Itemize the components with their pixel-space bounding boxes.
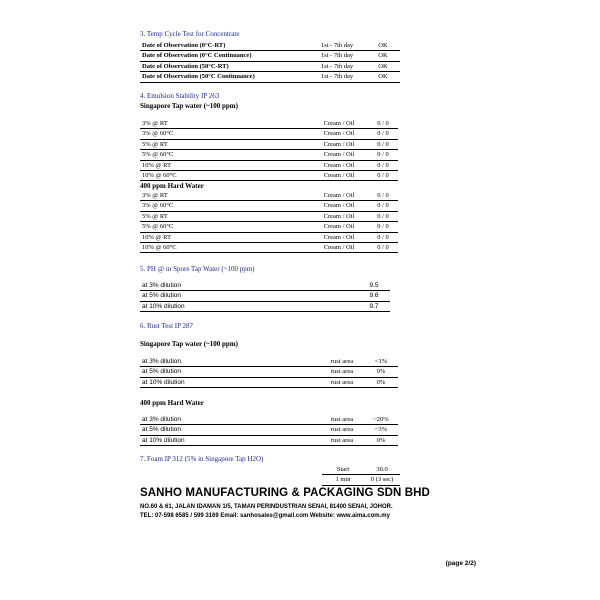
table-row bbox=[140, 201, 398, 211]
table-row bbox=[140, 160, 398, 170]
table-row bbox=[140, 171, 398, 181]
row-label: at 10% dilution bbox=[140, 377, 320, 387]
rust-hard-heading: 400 ppm Hard Water bbox=[140, 399, 204, 407]
row-label: 10% @ 60°C bbox=[140, 171, 310, 181]
table-row bbox=[140, 367, 398, 377]
table-row bbox=[322, 475, 400, 485]
row-value: 0% bbox=[364, 435, 398, 445]
ph-title: 5. PH @ in Spore Tap Water (~100 ppm) bbox=[140, 265, 255, 273]
row-label: 3% @ RT bbox=[140, 119, 310, 129]
table-row bbox=[140, 291, 390, 301]
table-row bbox=[140, 150, 398, 160]
emulsion-title: 4. Emulsion Stability IP 263 bbox=[140, 92, 220, 100]
rust-tap-heading: Singapore Tap water (~100 ppm) bbox=[140, 340, 238, 348]
table-row bbox=[140, 425, 398, 435]
row-label: 5% @ RT bbox=[140, 211, 310, 221]
row-label: at 3% dilution bbox=[140, 281, 358, 291]
table-row bbox=[140, 243, 398, 253]
row-value: 9.6 bbox=[358, 291, 390, 301]
row-label: Date of Observation (0°C Continuance) bbox=[140, 51, 308, 61]
table-row bbox=[140, 357, 398, 367]
table-row bbox=[140, 139, 398, 149]
row-type: Cream / Oil bbox=[310, 150, 368, 160]
table-row bbox=[140, 191, 398, 201]
row-type: rust area bbox=[320, 425, 364, 435]
row-type: Cream / Oil bbox=[310, 211, 368, 221]
row-label: at 5% dilution bbox=[140, 367, 320, 377]
row-days: 1st - 7th day bbox=[308, 72, 366, 82]
company-address: NO.60 & 61, JALAN IDAMAN 1/5, TAMAN PERINDUSTRIAN SENAI, 81400 SENAI, JOHOR. bbox=[140, 504, 393, 510]
row-days: 1st - 7th day bbox=[308, 61, 366, 71]
table-row bbox=[140, 51, 400, 61]
row-value: 9.5 bbox=[358, 281, 390, 291]
row-value: 9.7 bbox=[358, 301, 390, 311]
row-value: ~3% bbox=[364, 425, 398, 435]
row-label: at 3% dilution bbox=[140, 415, 320, 425]
row-value: 0 / 0 bbox=[368, 129, 398, 139]
row-label: 3% @ 60°C bbox=[140, 129, 310, 139]
emulsion-tap-table bbox=[140, 119, 398, 181]
row-label: 3% @ 60°C bbox=[140, 201, 310, 211]
table-row bbox=[140, 281, 390, 291]
row-label: Date of Observation (50°C-RT) bbox=[140, 61, 308, 71]
row-value: 0% bbox=[364, 367, 398, 377]
ph-table bbox=[140, 281, 390, 312]
row-type: Cream / Oil bbox=[310, 139, 368, 149]
rust-title: 6. Rust Test IP 287 bbox=[140, 322, 193, 330]
row-value: 0 / 0 bbox=[368, 119, 398, 129]
table-row bbox=[140, 72, 400, 82]
row-type: rust area bbox=[320, 435, 364, 445]
row-result: OK bbox=[366, 41, 400, 51]
table-row bbox=[140, 377, 398, 387]
row-label: Start bbox=[322, 465, 364, 475]
emulsion-tap-heading: Singapore Tap water (~100 ppm) bbox=[140, 102, 238, 110]
row-value: 0 / 0 bbox=[368, 211, 398, 221]
table-row bbox=[140, 232, 398, 242]
row-label: 10% @ RT bbox=[140, 160, 310, 170]
row-label: Date of Observation (0°C-RT) bbox=[140, 41, 308, 51]
emulsion-hard-table bbox=[140, 191, 398, 253]
row-value: 0 / 0 bbox=[368, 191, 398, 201]
rust-hard-table bbox=[140, 415, 398, 446]
row-value: 30.0 bbox=[364, 465, 400, 475]
row-type: rust area bbox=[320, 415, 364, 425]
row-type: Cream / Oil bbox=[310, 201, 368, 211]
row-type: Cream / Oil bbox=[310, 171, 368, 181]
row-value: 0 / 0 bbox=[368, 243, 398, 253]
foam-table bbox=[322, 465, 400, 486]
row-label: 5% @ 60°C bbox=[140, 222, 310, 232]
foam-title: 7. Foam IP 312 (5% in Singapore Tap H2O) bbox=[140, 455, 264, 463]
row-value: <1% bbox=[364, 357, 398, 367]
row-days: 1st - 7th day bbox=[308, 51, 366, 61]
table-row bbox=[140, 41, 400, 51]
row-type: Cream / Oil bbox=[310, 232, 368, 242]
row-value: 0 (3 sec) bbox=[364, 475, 400, 485]
table-row bbox=[140, 61, 400, 71]
row-label: 5% @ 60°C bbox=[140, 150, 310, 160]
row-value: ~20% bbox=[364, 415, 398, 425]
row-type: Cream / Oil bbox=[310, 160, 368, 170]
row-label: at 5% dilution bbox=[140, 425, 320, 435]
row-type: Cream / Oil bbox=[310, 222, 368, 232]
table-row bbox=[140, 222, 398, 232]
row-label: at 3% dilution bbox=[140, 357, 320, 367]
row-value: 0 / 0 bbox=[368, 139, 398, 149]
row-value: 0% bbox=[364, 377, 398, 387]
table-row bbox=[140, 435, 398, 445]
row-value: 0 / 0 bbox=[368, 160, 398, 170]
row-result: OK bbox=[366, 72, 400, 82]
row-type: rust area bbox=[320, 377, 364, 387]
emulsion-hard-heading: 400 ppm Hard Water bbox=[140, 182, 204, 190]
row-type: Cream / Oil bbox=[310, 129, 368, 139]
row-label: 10% @ 60°C bbox=[140, 243, 310, 253]
row-type: Cream / Oil bbox=[310, 191, 368, 201]
row-value: 0 / 0 bbox=[368, 171, 398, 181]
row-result: OK bbox=[366, 61, 400, 71]
table-row bbox=[140, 211, 398, 221]
table-row bbox=[140, 301, 390, 311]
row-type: rust area bbox=[320, 367, 364, 377]
row-value: 0 / 0 bbox=[368, 232, 398, 242]
table-row bbox=[140, 129, 398, 139]
row-value: 0 / 0 bbox=[368, 222, 398, 232]
row-type: rust area bbox=[320, 357, 364, 367]
table-row bbox=[140, 119, 398, 129]
company-contact: TEL: 07-598 6585 / 599 3169 Email: sanhosales@gmail.com Website: www.aima.com.my bbox=[140, 513, 390, 519]
rust-tap-table bbox=[140, 357, 398, 388]
row-value: 0 / 0 bbox=[368, 201, 398, 211]
row-label: 10% @ RT bbox=[140, 232, 310, 242]
table-row bbox=[140, 415, 398, 425]
table-row bbox=[322, 465, 400, 475]
company-name: SANHO MANUFACTURING & PACKAGING SDN BHD bbox=[140, 487, 430, 499]
row-result: OK bbox=[366, 51, 400, 61]
row-type: Cream / Oil bbox=[310, 243, 368, 253]
row-label: at 10% dilution bbox=[140, 301, 358, 311]
row-label: at 10% dilution bbox=[140, 435, 320, 445]
page-number: (page 2/2) bbox=[445, 560, 476, 567]
row-type: Cream / Oil bbox=[310, 119, 368, 129]
temp-cycle-table bbox=[140, 41, 400, 83]
row-value: 0 / 0 bbox=[368, 150, 398, 160]
row-label: Date of Observation (50°C Continuance) bbox=[140, 72, 308, 82]
row-label: at 5% dilution bbox=[140, 291, 358, 301]
row-days: 1st - 7th day bbox=[308, 41, 366, 51]
row-label: 3% @ RT bbox=[140, 191, 310, 201]
temp-cycle-title: 3. Temp Cycle Test for Concentrate bbox=[140, 30, 240, 38]
row-label: 5% @ RT bbox=[140, 139, 310, 149]
row-label: 1 min bbox=[322, 475, 364, 485]
